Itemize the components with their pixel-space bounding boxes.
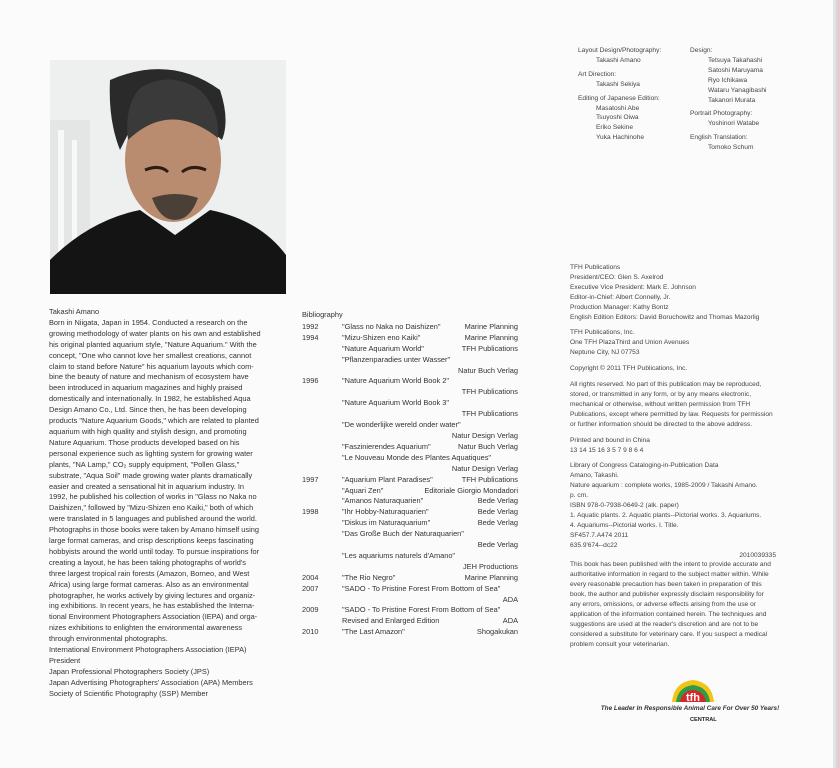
bibliography-entry: [302, 496, 518, 507]
credit-name: Tomoko Schum: [708, 144, 754, 152]
credit-name: Takashi Amano: [596, 56, 641, 64]
bibliography-year: [302, 409, 342, 420]
bibliography-title-text: "Glass no Naka no Daishizen": [342, 321, 441, 331]
bibliography-publisher: Bede Verlag: [477, 496, 518, 506]
bibliography-text: "Das Große Buch der Naturaquarien": [342, 529, 464, 539]
bibliography-title: Bibliography: [302, 310, 343, 319]
bibliography-entry: [302, 344, 518, 355]
bibliography-year: [302, 616, 342, 627]
bibliography-text: [342, 344, 518, 355]
publisher-line: stored, or transmitted in any form, or by any means electronic,: [570, 390, 752, 398]
bibliography-text: [342, 627, 518, 638]
publisher-line: TFH Publications, Inc.: [570, 329, 635, 337]
publisher-tagline: The Leader In Responsible Animal Care For Over 50 Years!: [600, 705, 780, 712]
bibliography-year: [302, 486, 342, 497]
publisher-line: 635.9'674--dc22: [570, 541, 618, 549]
disclaimer: [570, 560, 806, 649]
credit-label: Layout Design/Photography:: [578, 47, 662, 54]
bibliography-entry: [302, 475, 518, 486]
publisher-line: TFH Publications: [570, 264, 621, 271]
bibliography-text: "SADO - To Pristine Forest From Bottom of Sea": [342, 605, 501, 615]
bibliography-text: TFH Publications: [461, 409, 518, 419]
bibliography-entry: [302, 529, 518, 540]
bibliography-entry: [302, 616, 518, 627]
publisher-line: Executive Vice President: Mark E. Johnson: [570, 283, 696, 291]
bibliography-entry: [302, 605, 518, 616]
bio-line: products "Nature Aquarium Goods," which are related to planted: [49, 416, 259, 426]
bibliography-text: [342, 475, 518, 486]
bibliography: [302, 310, 518, 638]
bibliography-publisher: Natur Buch Verlag: [458, 441, 518, 451]
bibliography-year: [302, 431, 342, 442]
bio-line: been introduced in aquarium magazines and highly praised: [49, 383, 243, 393]
bibliography-title-text: "Amanos Naturaquarien": [342, 496, 424, 506]
bio-line: three largest tropical rain forests (Amazon, Borneo, and West: [49, 568, 250, 578]
tfh-logo: [668, 676, 718, 706]
credit-name: Tetsuya Takahashi: [708, 56, 763, 64]
publisher-line: Production Manager: Kathy Bontz: [570, 303, 669, 311]
bibliography-title-text: "Nature Aquarium World": [342, 343, 424, 353]
credit-name: Satoshi Maruyama: [708, 66, 763, 74]
bibliography-title-text: "Aquari Zen": [342, 485, 384, 495]
bibliography-year: [302, 562, 342, 573]
bio-line: substrate, "Aqua Soil" made growing water plants dramatically: [49, 470, 253, 480]
bibliography-year: 2010: [302, 627, 319, 637]
bio-line: nizes exhibitions to enlighten the environmental awareness: [49, 623, 243, 633]
credit-name: Eriko Sekine: [596, 124, 634, 132]
bibliography-year: [302, 453, 342, 464]
tfh-logo-text: tfh: [685, 692, 701, 704]
bibliography-entry: [302, 540, 518, 551]
bibliography-year: 1998: [302, 507, 319, 517]
bibliography-text: JEH Productions: [462, 561, 518, 571]
bio-line: ing exhibitions. In recent years, he has established the Interna-: [49, 601, 255, 611]
publisher-line: or further information should be directed to the above address.: [570, 420, 753, 428]
credit-label: Portrait Photography:: [690, 110, 753, 118]
disclaimer-line: problem consult your veterinarian.: [570, 640, 670, 648]
bibliography-entry: [302, 409, 518, 420]
bibliography-publisher: ADA: [502, 616, 518, 626]
bio-line: International Environment Photographers Association (IEPA): [49, 645, 247, 655]
bibliography-entry: [302, 376, 518, 387]
bio-line: photographer, he works actively by giving lectures and organiz-: [49, 590, 256, 600]
bibliography-text: [342, 442, 518, 453]
publisher-line: p. cm.: [570, 492, 588, 500]
bibliography-publisher: Shogakukan: [476, 627, 518, 637]
lccn-number: 2010039335: [739, 551, 776, 559]
bibliography-entry: [302, 507, 518, 518]
bibliography-publisher: Editoriale Giorgio Mondadori: [424, 485, 518, 495]
bibliography-entry: [302, 366, 518, 377]
disclaimer-line: authoritative information in regard to the subject matter within. While: [570, 571, 769, 579]
bibliography-title-text: "Mizu-Shizen eno Kaiki": [342, 332, 421, 342]
bio-line: President: [49, 656, 81, 665]
publisher-lines: [570, 263, 806, 551]
bibliography-year: [302, 398, 342, 409]
bibliography-entry: [302, 355, 518, 366]
bio-line: hobbyists around the world until today. To pursue inspirations for: [49, 546, 260, 556]
publisher-line: English Edition Editors: David Boruchowitz and Thomas Mazorlig: [570, 313, 760, 321]
bibliography-year: [302, 595, 342, 606]
bibliography-publisher: Marine Planning: [464, 332, 518, 342]
bibliography-text: [342, 333, 518, 344]
publisher-line: Publications, except where permitted by law. Requests for permission: [570, 410, 773, 418]
bio-line: 1992, he published his collection of works in "Glass no Naka no: [49, 492, 257, 502]
bibliography-publisher: Marine Planning: [464, 321, 518, 331]
bibliography-year: [302, 344, 342, 355]
bibliography-entry: [302, 595, 518, 606]
bibliography-text: [342, 486, 518, 497]
bibliography-entry: [302, 551, 518, 562]
bio-line: domestically and internationally. In 1982, he established Aqua: [49, 394, 251, 404]
bibliography-year: [302, 442, 342, 453]
bio-line: Design Amano Co., Ltd. Since then, he has been developing: [49, 405, 247, 415]
bio-line: Japan Professional Photographers Society (JPS): [49, 666, 210, 676]
bibliography-text: "Les aquariums naturels d'Amano": [342, 550, 456, 560]
disclaimer-line: book, the author and publisher expressly disclaim responsibility for: [570, 591, 764, 599]
bibliography-publisher: Bede Verlag: [477, 518, 518, 528]
bibliography-title-text: "Faszinierendes Aquarium": [342, 441, 431, 451]
bio-line: were translated in 5 languages and published around the world.: [49, 514, 257, 524]
bibliography-year: [302, 387, 342, 398]
bibliography-text: Bede Verlag: [477, 540, 518, 550]
bibliography-entry: [302, 398, 518, 409]
bibliography-year: 2004: [302, 572, 319, 582]
publisher-line: 1. Aquatic plants. 2. Aquatic plants--Pictorial works. 3. Aquariums.: [570, 511, 762, 519]
publisher-line: Library of Congress Cataloging-in-Publication Data: [570, 462, 719, 470]
bibliography-year: 1992: [302, 321, 319, 331]
central-mark: CENTRAL: [690, 717, 717, 723]
bibliography-year: [302, 551, 342, 562]
bibliography-text: [342, 518, 518, 529]
bibliography-text: "De wonderlijke wereld onder water": [342, 420, 461, 430]
bibliography-list: [302, 322, 518, 638]
bio-line: large format cameras, and crisp descriptions keeps fascinating: [49, 536, 254, 546]
bibliography-publisher: TFH Publications: [461, 343, 518, 353]
bibliography-year: 1997: [302, 474, 319, 484]
disclaimer-line: every reasonable precaution has been taken in preparation of this: [570, 581, 762, 589]
author-bio: [49, 307, 287, 700]
bibliography-entry: [302, 573, 518, 584]
credit-label: English Translation:: [690, 134, 748, 142]
bio-line: growing methodology of water plants on his own and established: [49, 328, 261, 338]
bio-line: personal experience such as lighting system for growing water: [49, 448, 253, 458]
publisher-line: Neptune City, NJ 07753: [570, 349, 640, 357]
disclaimer-line: application of the information contained herein. The techniques and: [570, 611, 767, 618]
bibliography-text: "Pflanzenparadies unter Wasser": [342, 354, 451, 364]
disclaimer-line: considered a substitute for veterinary care. If you suspect a medical: [570, 630, 768, 638]
publisher-line: One TFH PlazaThird and Union Avenues: [570, 339, 690, 347]
bibliography-year: [302, 529, 342, 540]
bio-line: tional Environment Photographers Association (IEPA) and orga-: [49, 612, 258, 622]
publisher-line: Nature aquarium : complete works, 1985-2009 / Takashi Amano.: [570, 482, 758, 490]
publisher-line: Amano, Takashi.: [570, 472, 619, 480]
bibliography-text: Natur Design Verlag: [451, 463, 518, 473]
bibliography-text: "Le Nouveau Monde des Plantes Aquatiques": [342, 452, 492, 462]
credit-name: Takashi Sekiya: [596, 80, 640, 88]
publisher-line: Copyright © 2011 TFH Publications, Inc.: [570, 365, 688, 373]
bio-line: claim to stand before Nature" his aquarium layouts which com-: [49, 361, 254, 371]
bio-line: his original planted aquarium style, "Nature Aquarium." With the: [49, 339, 257, 349]
credit-name: Wataru Yanagibashi: [708, 86, 767, 94]
bibliography-title-text: "The Last Amazon": [342, 627, 405, 637]
bibliography-text: ADA: [502, 594, 518, 604]
credit-label: Art Direction:: [578, 70, 617, 78]
bibliography-entry: [302, 627, 518, 638]
bio-line: Nature Aquarium. Those products developed based on his: [49, 437, 240, 447]
credit-name: Yuka Hachinohe: [596, 134, 645, 142]
bio-line: concept, "One who cannot love her smallest creations, cannot: [49, 350, 252, 360]
bibliography-entry: [302, 431, 518, 442]
bibliography-entry: [302, 562, 518, 573]
bibliography-entry: [302, 442, 518, 453]
bibliography-year: [302, 540, 342, 551]
publisher-line: Printed and bound in China: [570, 436, 650, 444]
bibliography-publisher: Bede Verlag: [477, 507, 518, 517]
bibliography-year: 1996: [302, 376, 319, 386]
bibliography-publisher: TFH Publications: [461, 474, 518, 484]
bibliography-entry: [302, 464, 518, 475]
bio-line: Japan Advertising Photographers' Association (APA) Members: [49, 677, 253, 687]
bibliography-year: [302, 464, 342, 475]
portrait-photo: [50, 60, 286, 294]
bibliography-entry: [302, 420, 518, 431]
bibliography-title-text: "Ihr Hobby-Naturaquarien": [342, 507, 429, 517]
bibliography-publisher: Marine Planning: [464, 572, 518, 582]
bibliography-year: [302, 496, 342, 507]
credit-name: Ryo Ichikawa: [708, 76, 748, 84]
bio-line: Born in Niigata, Japan in 1954. Conducted a research on the: [49, 317, 248, 327]
bio-line: Photographs in those books were taken by Amano himself using: [49, 525, 259, 535]
bibliography-text: [342, 616, 518, 627]
bibliography-text: [342, 573, 518, 584]
bibliography-year: 2009: [302, 605, 319, 615]
bibliography-text: "Nature Aquarium World Book 2": [342, 376, 449, 386]
bibliography-title-text: "Diskus im Naturaquarium": [342, 518, 431, 528]
credits-right: [690, 46, 800, 153]
bio-line: aquarium with high quality and stylish design, and promoting: [49, 426, 247, 436]
disclaimer-line: This book has been published with the intent to provide accurate and: [570, 561, 771, 569]
bibliography-text: "SADO - To Pristine Forest From Bottom of Sea": [342, 583, 501, 593]
credit-name: Takanori Murata: [708, 96, 756, 104]
publisher-line: President/CEO: Glen S. Axelrod: [570, 273, 664, 281]
bio-line: Africa) using large format cameras. Also as an environmental: [49, 579, 249, 589]
bibliography-title-text: "Aquarium Plant Paradises": [342, 474, 433, 484]
page-edge: [833, 0, 839, 768]
publisher-line: ISBN 978-0-7938-0649-2 (alk. paper): [570, 502, 679, 510]
bibliography-year: [302, 420, 342, 431]
disclaimer-line: any errors, omissions, or adverse effects arising from the use or: [570, 601, 757, 609]
bio-line: through environmental photographs.: [49, 634, 168, 644]
author-portrait: [50, 60, 286, 294]
bibliography-text: Natur Buch Verlag: [458, 365, 518, 375]
publisher-line: mechanical or otherwise, without written permission from TFH: [570, 400, 751, 408]
author-name: Takashi Amano: [49, 307, 100, 316]
bibliography-year: [302, 355, 342, 366]
bibliography-year: [302, 518, 342, 529]
bibliography-entry: [302, 518, 518, 529]
bibliography-text: [342, 322, 518, 333]
bibliography-text: TFH Publications: [461, 387, 518, 397]
disclaimer-line: suggestions are used at the reader's discretion and are not to be: [570, 620, 759, 628]
bibliography-year: 1994: [302, 332, 319, 342]
bio-line: Society of Scientific Photography (SSP) Member: [49, 688, 208, 698]
bibliography-title-text: Revised and Enlarged Edition: [342, 616, 440, 626]
bibliography-text: Natur Design Verlag: [451, 430, 518, 440]
publisher-info: [570, 263, 806, 650]
bibliography-entry: [302, 453, 518, 464]
publisher-line: 4. Aquariums--Pictorial works. I. Title.: [570, 521, 679, 529]
credit-name: Masatoshi Abe: [596, 104, 640, 112]
bibliography-text: [342, 507, 518, 518]
bibliography-entry: [302, 486, 518, 497]
bibliography-text: "Nature Aquarium World Book 3": [342, 398, 449, 408]
bibliography-entry: [302, 387, 518, 398]
publisher-line: All rights reserved. No part of this publication may be reproduced,: [570, 381, 762, 389]
bio-line: plants, "NA Lamp," CO₂ supply equipment, "Pollen Glass,": [49, 459, 240, 469]
bibliography-entry: [302, 333, 518, 344]
bibliography-text: [342, 496, 518, 507]
credit-name: Yoshinori Watabe: [708, 120, 760, 128]
bibliography-title-text: "The Rio Negro": [342, 572, 396, 582]
publisher-line: 13 14 15 16 3 5 7 9 8 6 4: [570, 446, 644, 454]
credit-label: Editing of Japanese Edition:: [578, 94, 660, 102]
bibliography-entry: [302, 584, 518, 595]
bio-line: bine the beauty of nature and mechanism of ecosystem have: [49, 372, 249, 382]
publisher-line: SF457.7.A474 2011: [570, 531, 629, 539]
bio-text: [49, 318, 287, 700]
credit-name: Tsuyoshi Oiwa: [596, 114, 639, 122]
bibliography-year: 2007: [302, 583, 319, 593]
bio-line: creating a layout, he has been taking photographs of world's: [49, 557, 246, 567]
credit-label: Design:: [690, 47, 713, 54]
bio-line: easier and created a sensational hit in aquarium industry. In: [49, 481, 245, 491]
publisher-line: Editor-in-Chief: Albert Connelly, Jr.: [570, 293, 671, 301]
bibliography-year: [302, 366, 342, 377]
bio-line: Daishizen," followed by "Mizu-Shizen eno Kaiki," both of which: [49, 503, 254, 513]
bibliography-entry: [302, 322, 518, 333]
credits-left: [578, 46, 683, 143]
